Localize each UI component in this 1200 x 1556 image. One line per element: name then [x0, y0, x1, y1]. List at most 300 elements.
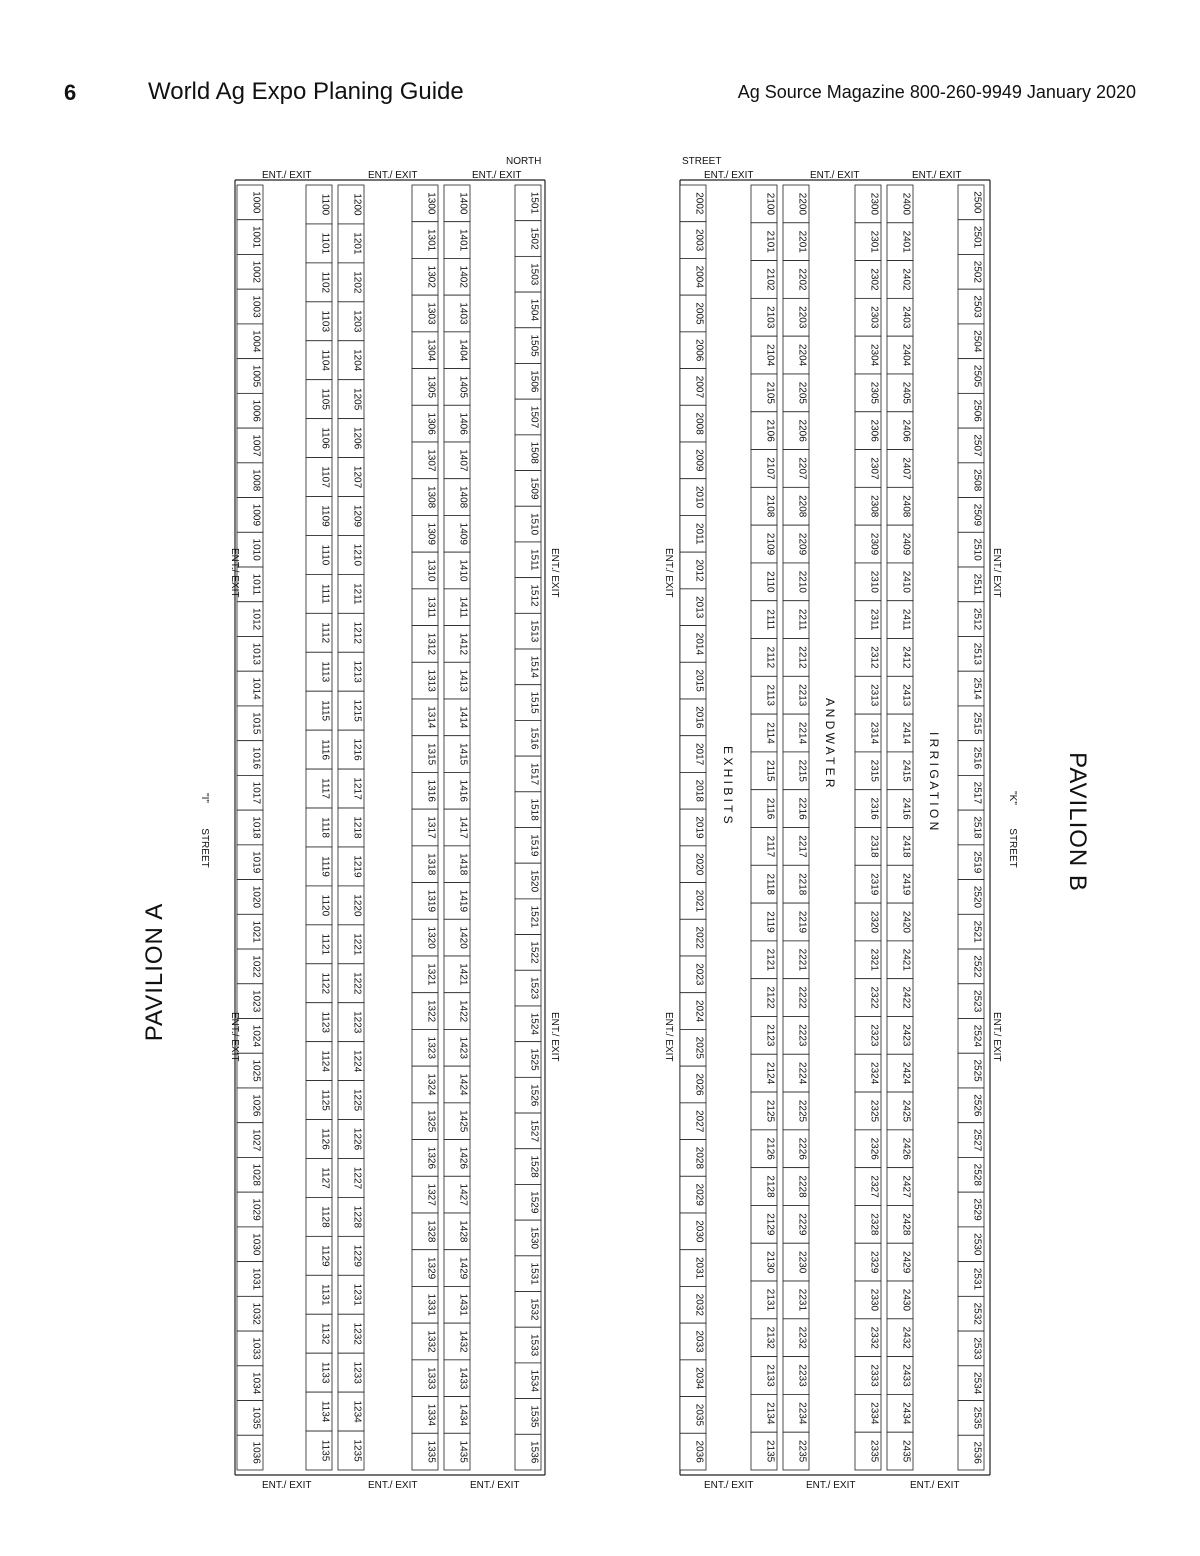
pavilion-a-booth-label-1510: 1510	[528, 512, 540, 536]
pavilion-a-booth-label-1512: 1512	[528, 584, 540, 607]
pavilion-a-title: PAVILION A	[141, 902, 168, 1042]
pavilion-b-booth-label-2036: 2036	[693, 1440, 705, 1463]
pavilion-a-booth-label-1126: 1126	[319, 1128, 331, 1150]
pavilion-b-booth-label-2306: 2306	[868, 419, 880, 442]
pavilion-a-booth-label-1102: 1102	[319, 271, 331, 294]
pavilion-a-booth-label-1207: 1207	[351, 465, 363, 489]
pavilion-b-booth-label-2400: 2400	[900, 192, 912, 216]
pavilion-b-booth-label-2330: 2330	[868, 1288, 880, 1312]
pavilion-b-booth-label-2103: 2103	[764, 306, 776, 329]
pavilion-a-booth-label-1105: 1105	[319, 388, 331, 410]
pavilion-a-entrance-right-2: ENT./ EXIT	[549, 1012, 560, 1062]
pavilion-b-booth-label-2322: 2322	[868, 986, 880, 1009]
pavilion-b-booth-label-2534: 2534	[971, 1372, 983, 1395]
pavilion-a-booth-label-1325: 1325	[425, 1110, 437, 1133]
pavilion-a-booth-label-1033: 1033	[250, 1337, 262, 1360]
pavilion-a-booth-label-1321: 1321	[425, 963, 437, 986]
pavilion-b-booth-label-2122: 2122	[764, 986, 776, 1009]
pavilion-b-booth-label-2004: 2004	[693, 265, 705, 288]
pavilion-b-street-top: STREET	[682, 156, 722, 167]
pavilion-a-booth-label-1424: 1424	[457, 1073, 469, 1096]
pavilion-a-booth-label-1120: 1120	[319, 894, 331, 917]
pavilion-a-booth-label-1122: 1122	[319, 972, 331, 995]
pavilion-b-booth-label-2032: 2032	[693, 1293, 705, 1316]
pavilion-b-booth-label-2408: 2408	[900, 495, 912, 518]
pavilion-a-booth-label-1530: 1530	[528, 1226, 540, 1250]
pavilion-b-booth-label-2024: 2024	[693, 999, 705, 1023]
pavilion-b-booth-label-2219: 2219	[796, 910, 808, 934]
pavilion-a-booth-label-1131: 1131	[319, 1284, 331, 1306]
pavilion-a-booth-label-1524: 1524	[528, 1012, 540, 1035]
pavilion-b-booth-label-2033: 2033	[693, 1330, 705, 1353]
pavilion-b-booth-label-2217: 2217	[796, 835, 808, 858]
pavilion-a-booth-label-1420: 1420	[457, 926, 469, 949]
pavilion-a-booth-label-1418: 1418	[457, 853, 469, 876]
pavilion-a-booth-label-1132: 1132	[319, 1322, 331, 1345]
pavilion-b-booth-label-2123: 2123	[764, 1024, 776, 1047]
pavilion-a-booth-label-1312: 1312	[425, 632, 437, 656]
pavilion-b-booth-label-2225: 2225	[796, 1099, 808, 1123]
pavilion-a-booth-label-1024: 1024	[250, 1024, 262, 1048]
pavilion-a-booth-label-1035: 1035	[250, 1406, 262, 1430]
pavilion-a-booth-label-1034: 1034	[250, 1372, 262, 1395]
pavilion-a-booth-label-1408: 1408	[457, 485, 469, 509]
pavilion-a-booth-label-1036: 1036	[250, 1441, 262, 1464]
pavilion-b-booth-label-2529: 2529	[971, 1198, 983, 1221]
pavilion-b-booth-label-2425: 2425	[900, 1099, 912, 1123]
pavilion-b-booth-label-2014: 2014	[693, 632, 705, 656]
pavilion-b-booth-label-2526: 2526	[971, 1094, 983, 1117]
pavilion-b-booth-label-2216: 2216	[796, 797, 808, 820]
pavilion-a-booth-label-1413: 1413	[457, 669, 469, 692]
pavilion-b-booth-label-2005: 2005	[693, 302, 705, 325]
pavilion-a-booth-label-1426: 1426	[457, 1146, 469, 1170]
pavilion-b-booth-label-2304: 2304	[868, 343, 880, 367]
pavilion-b-booth-label-2531: 2531	[971, 1267, 983, 1291]
pavilion-b-booth-label-2527: 2527	[971, 1128, 983, 1152]
pavilion-b-booth-label-2019: 2019	[693, 816, 705, 839]
pavilion-b-booth-label-2119: 2119	[764, 911, 776, 933]
pavilion-b-booth-label-2423: 2423	[900, 1024, 912, 1047]
pavilion-a-booth-label-1101: 1101	[319, 232, 331, 255]
pavilion-a-booth-label-1219: 1219	[351, 855, 363, 878]
pavilion-a-booth-label-1113: 1113	[319, 661, 331, 683]
pavilion-a-booth-label-1423: 1423	[457, 1036, 469, 1059]
pavilion-b-booth-label-2524: 2524	[971, 1024, 983, 1048]
pavilion-b-booth-label-2525: 2525	[971, 1059, 983, 1082]
pavilion-b-booth-label-2501: 2501	[971, 225, 983, 249]
pavilion-b-booth-label-2208: 2208	[796, 495, 808, 518]
pavilion-b-booth-label-2133: 2133	[764, 1364, 776, 1387]
pavilion-a-booth-label-1029: 1029	[250, 1198, 262, 1221]
pavilion-a-booth-label-1515: 1515	[528, 691, 540, 714]
pavilion-a-booth-label-1019: 1019	[250, 851, 262, 874]
pavilion-a-booth-label-1129: 1129	[319, 1245, 331, 1267]
and-water-label: A N D W A T E R	[823, 698, 837, 788]
pavilion-b-booth-label-2410: 2410	[900, 570, 912, 593]
pavilion-a-entrance-bottom-3: ENT./ EXIT	[470, 1480, 520, 1491]
pavilion-b-booth-label-2212: 2212	[796, 646, 808, 669]
pavilion-b-booth-label-2135: 2135	[764, 1439, 776, 1463]
pavilion-a-booth-label-1405: 1405	[457, 375, 469, 399]
pavilion-a-booth-label-1518: 1518	[528, 798, 540, 821]
pavilion-b-booth-label-2209: 2209	[796, 532, 808, 556]
pavilion-a-booth-label-1301: 1301	[425, 228, 437, 252]
pavilion-b-booth-label-2228: 2228	[796, 1175, 808, 1198]
pavilion-a-booth-label-1008: 1008	[250, 469, 262, 492]
pavilion-b-entrance-bottom-1: ENT./ EXIT	[704, 1480, 754, 1491]
pavilion-a-booth-label-1205: 1205	[351, 388, 363, 411]
pavilion-b-booth-label-2018: 2018	[693, 779, 705, 802]
pavilion-a-booth-label-1201: 1201	[351, 232, 363, 255]
pavilion-a-booth-label-1427: 1427	[457, 1183, 469, 1206]
pavilion-b-booth-label-2301: 2301	[868, 230, 880, 253]
publication-meta: Ag Source Magazine 800-260-9949 January 2020	[737, 82, 1136, 102]
pavilion-b-booth-label-2235: 2235	[796, 1439, 808, 1463]
pavilion-a-booth-label-1305: 1305	[425, 375, 437, 399]
pavilion-a-booth-label-1507: 1507	[528, 405, 540, 429]
pavilion-b-booth-label-2222: 2222	[796, 986, 808, 1009]
pavilion-b-booth-label-2321: 2321	[868, 948, 880, 971]
pavilion-b-booth-label-2315: 2315	[868, 759, 880, 782]
pavilion-b-booth-label-2316: 2316	[868, 797, 880, 820]
pavilion-a-booth-label-1234: 1234	[351, 1400, 363, 1423]
pavilion-b-booth-label-2015: 2015	[693, 669, 705, 692]
pavilion-a-booth-label-1419: 1419	[457, 889, 469, 913]
pavilion-a-booth-label-1220: 1220	[351, 894, 363, 917]
pavilion-a-booth-label-1233: 1233	[351, 1361, 363, 1384]
irrigation-label: I R R I G A T I O N	[927, 732, 941, 831]
page-number: 6	[64, 80, 77, 105]
pavilion-b-street-letter: "K"	[1007, 791, 1018, 805]
pavilion-a-booth-label-1526: 1526	[528, 1084, 540, 1107]
pavilion-b-booth-label-2329: 2329	[868, 1251, 880, 1274]
pavilion-b-booth-label-2323: 2323	[868, 1024, 880, 1047]
pavilion-a-booth-label-1026: 1026	[250, 1094, 262, 1117]
pavilion-b-entrance-bottom-2: ENT./ EXIT	[806, 1480, 856, 1491]
pavilion-b-booth-label-2104: 2104	[764, 343, 776, 367]
pavilion-b-booth-label-2422: 2422	[900, 986, 912, 1009]
pavilion-b-booth-label-2224: 2224	[796, 1062, 808, 1085]
pavilion-a-booth-label-1006: 1006	[250, 399, 262, 422]
pavilion-b-booth-label-2129: 2129	[764, 1213, 776, 1236]
pavilion-a-booth-label-1014: 1014	[250, 677, 262, 700]
pavilion-b-booth-label-2310: 2310	[868, 570, 880, 593]
pavilion-a-booth-label-1106: 1106	[319, 427, 331, 449]
pavilion-a-booth-label-1525: 1525	[528, 1048, 540, 1071]
pavilion-a-booth-label-1216: 1216	[351, 738, 363, 761]
pavilion-a-booth-label-1309: 1309	[425, 522, 437, 545]
pavilion-a-street-letter: "I"	[199, 793, 210, 803]
pavilion-a-booth-label-1517: 1517	[528, 762, 540, 786]
pavilion-b-entrance-top-2: ENT./ EXIT	[810, 170, 860, 181]
pavilion-b-booth-label-2017: 2017	[693, 742, 705, 766]
pavilion-a-booth-label-1324: 1324	[425, 1073, 437, 1096]
pavilion-b-booth-label-2010: 2010	[693, 485, 705, 509]
pavilion-a-booth-label-1412: 1412	[457, 632, 469, 656]
pavilion-a-booth-label-1015: 1015	[250, 712, 262, 735]
pavilion-b-entrance-top-3: ENT./ EXIT	[912, 170, 962, 181]
pavilion-a-booth-label-1534: 1534	[528, 1369, 540, 1392]
pavilion-a-booth-label-1004: 1004	[250, 330, 262, 353]
pavilion-b-booth-label-2411: 2411	[900, 608, 912, 631]
pavilion-a-booth-label-1513: 1513	[528, 620, 540, 643]
pavilion-a-booth-label-1118: 1118	[319, 817, 331, 838]
pavilion-a-booth-label-1225: 1225	[351, 1088, 363, 1112]
pavilion-b-booth-label-2003: 2003	[693, 228, 705, 252]
pavilion-b-booth-label-2303: 2303	[868, 306, 880, 329]
pavilion-b-booth-label-2111: 2111	[764, 609, 776, 631]
pavilion-b-booth-label-2325: 2325	[868, 1099, 880, 1123]
pavilion-a-booth-label-1231: 1231	[351, 1283, 363, 1306]
pavilion-a-booth-label-1410: 1410	[457, 559, 469, 582]
pavilion-a-booth-label-1009: 1009	[250, 503, 262, 527]
pavilion-b-booth-label-2126: 2126	[764, 1137, 776, 1160]
pavilion-b-booth-label-2513: 2513	[971, 642, 983, 665]
pavilion-a-booth-label-1509: 1509	[528, 477, 540, 500]
pavilion-a-booth-label-1431: 1431	[457, 1293, 469, 1316]
pavilion-b-booth-label-2115: 2115	[764, 760, 776, 782]
pavilion-a-entrance-top-1: ENT./ EXIT	[262, 170, 312, 181]
pavilion-a-booth-label-1128: 1128	[319, 1206, 331, 1228]
pavilion-a-booth-label-1310: 1310	[425, 559, 437, 582]
pavilion-a-booth-label-1022: 1022	[250, 955, 262, 978]
pavilion-a-booth-label-1409: 1409	[457, 522, 469, 545]
pavilion-b-booth-label-2201: 2201	[796, 230, 808, 253]
pavilion-b-booth-label-2429: 2429	[900, 1251, 912, 1274]
north-label: NORTH	[506, 156, 542, 167]
pavilion-b-booth-label-2021: 2021	[693, 889, 705, 913]
publication-title: World Ag Expo Planing Guide	[148, 78, 464, 105]
pavilion-a-booth-label-1331: 1331	[425, 1293, 437, 1316]
pavilion-b-booth-label-2025: 2025	[693, 1036, 705, 1059]
pavilion-a-booth-label-1508: 1508	[528, 441, 540, 464]
pavilion-a-booth-label-1407: 1407	[457, 449, 469, 472]
pavilion-b-booth-label-2229: 2229	[796, 1213, 808, 1236]
pavilion-b-entrance-top-1: ENT./ EXIT	[704, 170, 754, 181]
pavilion-a-booth-label-1304: 1304	[425, 339, 437, 362]
pavilion-a-entrance-left-1: ENT./ EXIT	[229, 548, 240, 598]
pavilion-b-booth-label-2416: 2416	[900, 797, 912, 820]
pavilion-a-booth-label-1012: 1012	[250, 607, 262, 631]
pavilion-b-booth-label-2213: 2213	[796, 684, 808, 707]
pavilion-a-booth-label-1032: 1032	[250, 1302, 262, 1325]
pavilion-b-booth-label-2409: 2409	[900, 532, 912, 556]
pavilion-b-street: STREET	[1007, 828, 1018, 868]
pavilion-a-entrance-bottom-1: ENT./ EXIT	[262, 1480, 312, 1491]
pavilion-b-booth-label-2334: 2334	[868, 1402, 880, 1425]
pavilion-b-booth-label-2105: 2105	[764, 381, 776, 404]
pavilion-a-booth-label-1218: 1218	[351, 816, 363, 839]
pavilion-a-booth-label-1030: 1030	[250, 1233, 262, 1256]
pavilion-a-booth-label-1319: 1319	[425, 889, 437, 913]
pavilion-b-booth-label-2215: 2215	[796, 759, 808, 782]
pavilion-a-booth-label-1023: 1023	[250, 990, 262, 1013]
pavilion-a-booth-label-1300: 1300	[425, 192, 437, 215]
pavilion-a-booth-label-1007: 1007	[250, 434, 262, 457]
pavilion-a-booth-label-1327: 1327	[425, 1183, 437, 1206]
pavilion-a-booth-label-1333: 1333	[425, 1367, 437, 1390]
pavilion-b-booth-label-2424: 2424	[900, 1062, 912, 1085]
pavilion-b-booth-label-2519: 2519	[971, 851, 983, 874]
pavilion-a-booth-label-1511: 1511	[528, 549, 540, 571]
pavilion-a-booth-label-1028: 1028	[250, 1163, 262, 1186]
pavilion-a-booth-label-1115: 1115	[319, 700, 331, 722]
pavilion-b-booth-label-2405: 2405	[900, 381, 912, 404]
pavilion-b-booth-label-2324: 2324	[868, 1062, 880, 1085]
pavilion-b-booth-label-2202: 2202	[796, 268, 808, 291]
pavilion-b-booth-label-2515: 2515	[971, 712, 983, 735]
pavilion-a-booth-label-1323: 1323	[425, 1036, 437, 1059]
exhibits-label: E X H I B I T S	[721, 746, 735, 824]
pavilion-b-booth-label-2413: 2413	[900, 684, 912, 707]
pavilion-a-booth-label-1506: 1506	[528, 370, 540, 393]
pavilion-b-booth-label-2535: 2535	[971, 1406, 983, 1430]
pavilion-b-booth-label-2520: 2520	[971, 885, 983, 909]
pavilion-b-booth-label-2117: 2117	[764, 835, 776, 858]
pavilion-b-booth-label-2434: 2434	[900, 1402, 912, 1425]
pavilion-b-booth-label-2511: 2511	[971, 573, 983, 596]
pavilion-b-booth-label-2532: 2532	[971, 1302, 983, 1325]
pavilion-b-booth-label-2026: 2026	[693, 1073, 705, 1096]
pavilion-b-booth-label-2415: 2415	[900, 759, 912, 782]
pavilion-b-booth-label-2027: 2027	[693, 1110, 705, 1133]
pavilion-a-booth-label-1111: 1111	[319, 583, 331, 604]
pavilion-b-booth-label-2418: 2418	[900, 835, 912, 858]
pavilion-b-booth-label-2124: 2124	[764, 1062, 776, 1085]
pavilion-b-booth-label-2007: 2007	[693, 375, 705, 399]
pavilion-b-booth-label-2314: 2314	[868, 721, 880, 745]
pavilion-a-booth-label-1519: 1519	[528, 834, 540, 857]
pavilion-b-booth-label-2012: 2012	[693, 559, 705, 582]
pavilion-b-entrance-left-2: ENT./ EXIT	[663, 1012, 674, 1062]
pavilion-a-booth-label-1503: 1503	[528, 263, 540, 286]
pavilion-b-booth-label-2028: 2028	[693, 1146, 705, 1170]
pavilion-b-booth-label-2218: 2218	[796, 873, 808, 896]
pavilion-b-booth-label-2204: 2204	[796, 343, 808, 367]
pavilion-a-booth-label-1123: 1123	[319, 1011, 331, 1033]
pavilion-a-booth-label-1429: 1429	[457, 1256, 469, 1280]
pavilion-a-booth-label-1315: 1315	[425, 742, 437, 766]
pavilion-b-booth-label-2514: 2514	[971, 677, 983, 700]
pavilion-b-booth-label-2530: 2530	[971, 1233, 983, 1256]
pavilion-b-booth-label-2131: 2131	[764, 1288, 776, 1312]
pavilion-a-booth-label-1224: 1224	[351, 1050, 363, 1073]
pavilion-a-entrance-top-3: ENT./ EXIT	[472, 170, 522, 181]
pavilion-b-booth-label-2320: 2320	[868, 910, 880, 934]
pavilion-a-booth-label-1011: 1011	[250, 573, 262, 596]
pavilion-b-booth-label-2030: 2030	[693, 1220, 705, 1243]
pavilion-b-booth-label-2428: 2428	[900, 1213, 912, 1236]
pavilion-b-booth-label-2112: 2112	[764, 646, 776, 669]
pavilion-b-booth-label-2426: 2426	[900, 1137, 912, 1160]
pavilion-a-booth-label-1326: 1326	[425, 1146, 437, 1170]
pavilion-a-booth-label-1227: 1227	[351, 1166, 363, 1190]
pavilion-b-booth-label-2333: 2333	[868, 1364, 880, 1387]
pavilion-a-booth-label-1110: 1110	[319, 544, 331, 566]
pavilion-a-booth-label-1501: 1501	[528, 191, 540, 214]
pavilion-b-booth-label-2231: 2231	[796, 1288, 808, 1312]
pavilion-b-booth-label-2521: 2521	[971, 920, 983, 943]
pavilion-a-booth-label-1112: 1112	[319, 622, 331, 644]
pavilion-b-booth-label-2407: 2407	[900, 457, 912, 480]
pavilion-a-booth-label-1403: 1403	[457, 302, 469, 325]
pavilion-a-booth-label-1206: 1206	[351, 426, 363, 450]
pavilion-a-booth-label-1308: 1308	[425, 485, 437, 509]
pavilion-a-booth-label-1223: 1223	[351, 1011, 363, 1034]
pavilion-a-booth-label-1221: 1221	[351, 933, 363, 956]
pavilion-a-booth-label-1432: 1432	[457, 1330, 469, 1353]
pavilion-b-booth-label-2130: 2130	[764, 1251, 776, 1274]
pavilion-a-booth-label-1209: 1209	[351, 504, 363, 528]
pavilion-a-booths	[237, 185, 541, 1470]
pavilion-a-booth-label-1328: 1328	[425, 1220, 437, 1243]
pavilion-a-booth-label-1232: 1232	[351, 1322, 363, 1345]
pavilion-b-booth-label-2432: 2432	[900, 1326, 912, 1349]
pavilion-a-booth-label-1133: 1133	[319, 1361, 331, 1384]
pavilion-a-booth-label-1533: 1533	[528, 1333, 540, 1357]
pavilion-b-booth-label-2500: 2500	[971, 191, 983, 214]
pavilion-b-booth-label-2506: 2506	[971, 399, 983, 422]
pavilion-b-booth-label-2335: 2335	[868, 1439, 880, 1463]
pavilion-b-booth-label-2402: 2402	[900, 268, 912, 291]
pavilion-a-booth-label-1134: 1134	[319, 1400, 331, 1423]
pavilion-b-booth-label-2528: 2528	[971, 1163, 983, 1186]
pavilion-a-booth-label-1532: 1532	[528, 1298, 540, 1321]
pavilion-a-booth-label-1335: 1335	[425, 1440, 437, 1463]
pavilion-a-booth-label-1314: 1314	[425, 706, 437, 729]
pavilion-b-booth-label-2536: 2536	[971, 1441, 983, 1464]
pavilion-a-booth-label-1027: 1027	[250, 1128, 262, 1152]
pavilion-b-booth-label-2503: 2503	[971, 295, 983, 318]
pavilion-a-booth-label-1422: 1422	[457, 999, 469, 1023]
pavilion-b-booth-label-2207: 2207	[796, 457, 808, 480]
pavilion-b-booth-label-2205: 2205	[796, 381, 808, 404]
pavilion-a-booth-label-1031: 1031	[250, 1267, 262, 1291]
pavilion-b-booth-label-2022: 2022	[693, 926, 705, 949]
pavilion-b-booth-label-2020: 2020	[693, 853, 705, 876]
pavilion-b-booth-label-2013: 2013	[693, 596, 705, 619]
pavilion-a-booth-label-1401: 1401	[457, 228, 469, 252]
pavilion-b-booth-label-2100: 2100	[764, 192, 776, 216]
pavilion-a-booth-label-1531: 1531	[528, 1262, 540, 1285]
pavilion-a-booth-label-1103: 1103	[319, 310, 331, 333]
pavilion-a-booth-label-1318: 1318	[425, 853, 437, 876]
pavilion-b-entrance-right-1: ENT./ EXIT	[991, 548, 1002, 598]
pavilion-b-booth-label-2510: 2510	[971, 538, 983, 561]
pavilion-b-booth-label-2008: 2008	[693, 412, 705, 435]
pavilion-b-booth-label-2533: 2533	[971, 1337, 983, 1360]
pavilion-b-booth-label-2211: 2211	[796, 608, 808, 631]
pavilion-a-booth-label-1235: 1235	[351, 1439, 363, 1462]
pavilion-a-booth-label-1135: 1135	[319, 1439, 331, 1462]
pavilion-a-booth-label-1307: 1307	[425, 449, 437, 472]
pavilion-a-entrance-right-1: ENT./ EXIT	[549, 548, 560, 598]
pavilion-a-booth-label-1528: 1528	[528, 1155, 540, 1178]
pavilion-b-booth-label-2517: 2517	[971, 781, 983, 804]
pavilion-a-booth-label-1516: 1516	[528, 727, 540, 750]
pavilion-a-booth-label-1002: 1002	[250, 260, 262, 283]
pavilion-b-booth-label-2110: 2110	[764, 571, 776, 593]
pavilion-a-booth-label-1505: 1505	[528, 334, 540, 357]
pavilion-a-booth-label-1322: 1322	[425, 999, 437, 1023]
pavilion-b-booth-label-2420: 2420	[900, 910, 912, 934]
pavilion-a-booth-label-1211: 1211	[351, 583, 363, 605]
pavilion-b-booth-label-2232: 2232	[796, 1326, 808, 1349]
pavilion-a-booth-label-1527: 1527	[528, 1119, 540, 1143]
pavilion-b-booth-label-2226: 2226	[796, 1137, 808, 1160]
pavilion-a-booth-label-1121: 1121	[319, 933, 331, 956]
